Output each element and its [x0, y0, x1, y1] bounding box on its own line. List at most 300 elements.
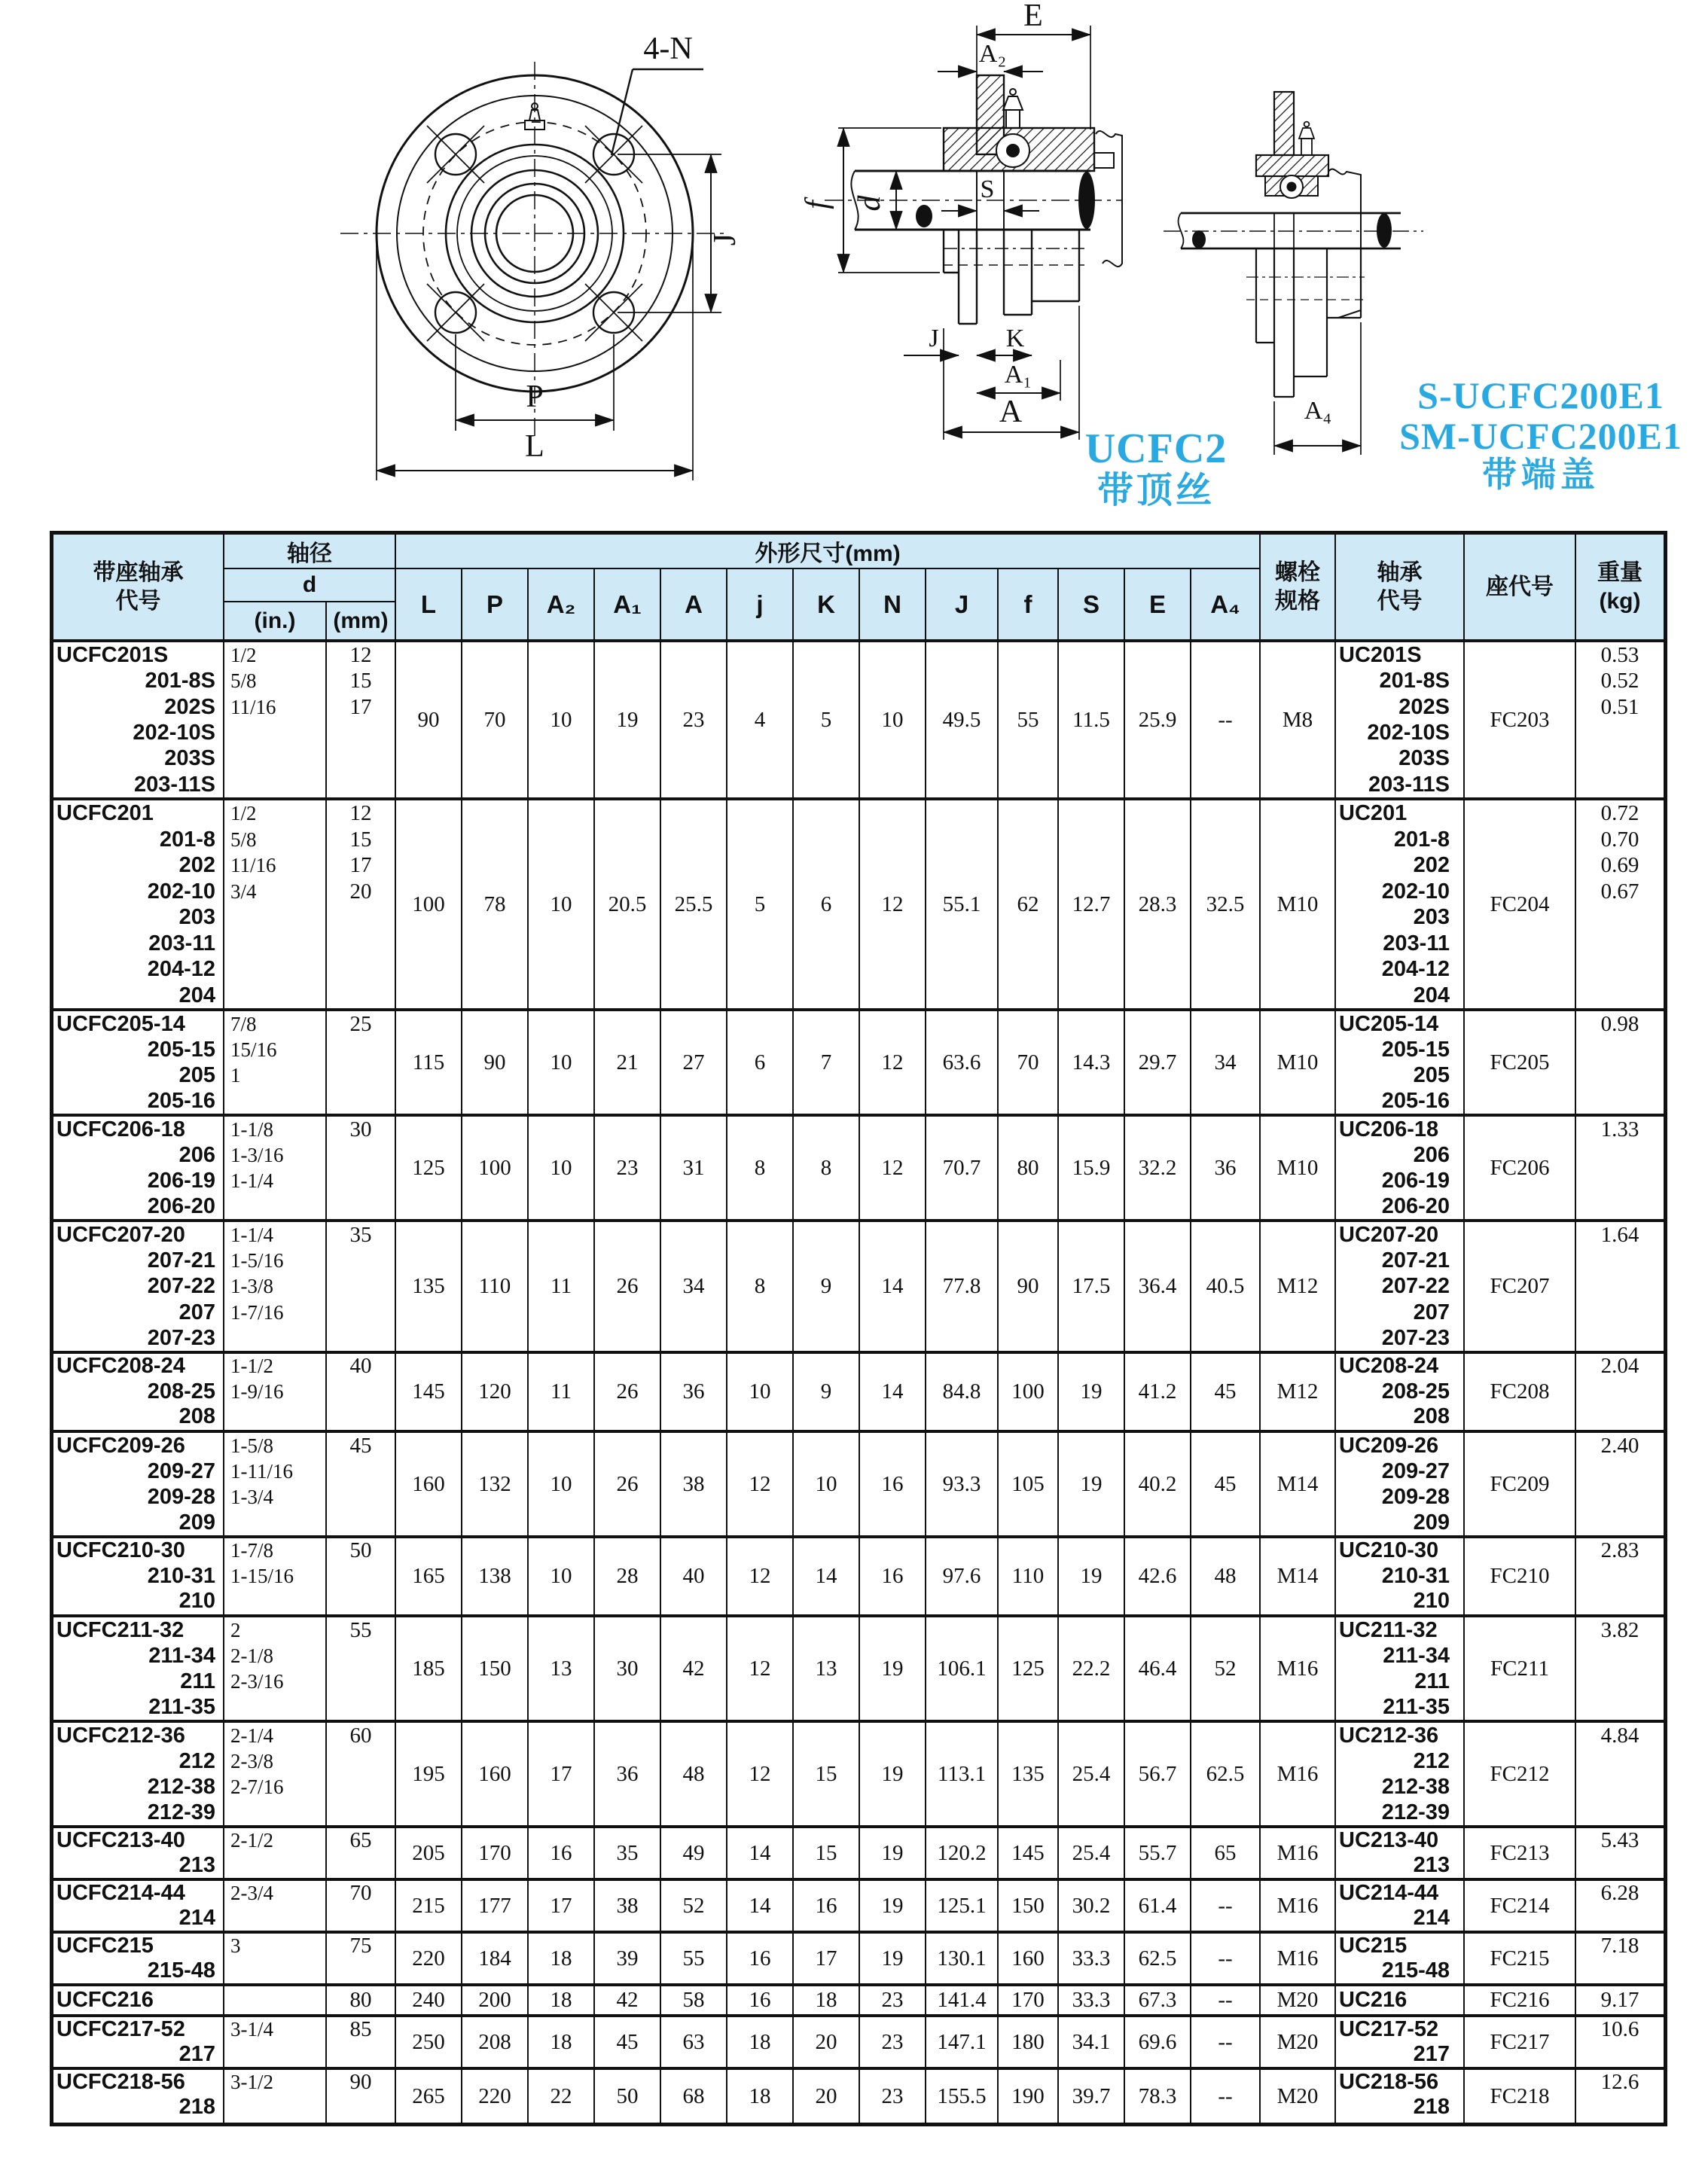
dim-f-cell: 135	[999, 1723, 1059, 1825]
cell-line: 2-3/16	[230, 1670, 284, 1693]
cell-line: 201-8	[1393, 827, 1450, 852]
dim-J-cell: 77.8	[926, 1222, 999, 1351]
dim-S-cell: 17.5	[1059, 1222, 1125, 1351]
cell-line: 1-9/16	[230, 1379, 284, 1403]
weight-cell	[1576, 1354, 1664, 1430]
header-dim-j: j	[727, 569, 794, 639]
dim-E-cell: 62.5	[1125, 1934, 1191, 1983]
cell-line: UC205-14	[1339, 1012, 1439, 1036]
cell-line: UC208-24	[1339, 1354, 1439, 1378]
housing-code-cell: FC206	[1465, 1117, 1576, 1219]
bolt-size-cell: M10	[1261, 1117, 1336, 1219]
header-weight	[1576, 535, 1664, 639]
cell-line: 4.84	[1600, 1724, 1639, 1748]
cell-line: 206-19	[147, 1169, 215, 1193]
dim-L-cell: 240	[396, 1986, 462, 2014]
cell-line: UCFC210-30	[56, 1538, 185, 1562]
dim-J-cell: 63.6	[926, 1011, 999, 1114]
dim-A-cell: 34	[661, 1222, 727, 1351]
dim-A₄-cell: 34	[1191, 1011, 1261, 1114]
unit-code-cell	[53, 1222, 224, 1351]
dim-P-cell: 100	[462, 1117, 529, 1219]
dimension-table	[50, 531, 1667, 2126]
dim-A-cell: 55	[661, 1934, 727, 1983]
dim-A₂-cell: 10	[529, 1433, 595, 1535]
dim-S-cell: 25.4	[1059, 1828, 1125, 1878]
dim-A₄-cell: 36	[1191, 1117, 1261, 1219]
dim-A₁-cell: 36	[595, 1723, 661, 1825]
dim-A₂-cell: 10	[529, 1538, 595, 1614]
dim-A-cell: 42	[661, 1617, 727, 1720]
dim-A-cell: 52	[661, 1881, 727, 1931]
bolt-size-cell: M8	[1261, 642, 1336, 797]
dim-K-cell: 16	[794, 1881, 860, 1931]
dim-J-cell: 155.5	[926, 2070, 999, 2123]
cell-line: 1-15/16	[230, 1564, 294, 1587]
dim-N-cell: 19	[860, 1828, 926, 1878]
dim-f-cell: 90	[999, 1222, 1059, 1351]
cell-line: 2-1/2	[230, 1829, 273, 1852]
dim-A-cell: 49	[661, 1828, 727, 1878]
dim-P-cell: 150	[462, 1617, 529, 1720]
dim-A₁-cell: 39	[595, 1934, 661, 1983]
shaft-dia-in-cell	[224, 2070, 327, 2123]
dim-E-cell: 36.4	[1125, 1222, 1191, 1351]
cell-line: 1-7/8	[230, 1539, 273, 1562]
caption-ucfc2	[1047, 426, 1265, 511]
cell-line: UC209-26	[1339, 1434, 1439, 1458]
dim-f-cell: 80	[999, 1117, 1059, 1219]
cell-line: 3-1/2	[230, 2071, 273, 2093]
header-dim-N: N	[860, 569, 926, 639]
housing-code-cell: FC212	[1465, 1723, 1576, 1825]
cell-line: 202-10	[1381, 879, 1450, 904]
dim-J-cell: 120.2	[926, 1828, 999, 1878]
table-row	[53, 1986, 1664, 2017]
bearing-code-cell	[1336, 1723, 1465, 1825]
dim-f-cell: 170	[999, 1986, 1059, 2014]
table-row	[53, 2017, 1664, 2070]
dim-P-cell: 170	[462, 1828, 529, 1878]
header-dim-A2: A₂	[529, 569, 595, 639]
bearing-code-cell	[1336, 642, 1465, 797]
dim-f-cell: 125	[999, 1617, 1059, 1720]
cell-line: 0.51	[1600, 694, 1639, 719]
housing-code-cell: FC217	[1465, 2017, 1576, 2067]
cell-line: 207-21	[147, 1248, 215, 1273]
dim-j-cell: 12	[727, 1433, 794, 1535]
bolt-size-cell: M10	[1261, 800, 1336, 1008]
dim-P-cell: 78	[462, 800, 529, 1008]
table-row	[53, 642, 1664, 800]
cell-line: 210-31	[147, 1563, 215, 1588]
dim-j-cell: 16	[727, 1986, 794, 2014]
cell-line: 205-15	[1381, 1038, 1450, 1062]
dim-A₄-cell: --	[1191, 1934, 1261, 1983]
dim-J-cell: 130.1	[926, 1934, 999, 1983]
cell-line: UCFC208-24	[56, 1354, 185, 1378]
dim-K-cell: 9	[794, 1222, 860, 1351]
table-row	[53, 1011, 1664, 1117]
dim-S-cell: 39.7	[1059, 2070, 1125, 2123]
dim-A₄-cell: --	[1191, 1986, 1261, 2014]
dim-N-cell: 19	[860, 1617, 926, 1720]
header-unit-code-line2: 代号	[115, 588, 161, 614]
dim-K-cell: 20	[794, 2070, 860, 2123]
housing-code-cell: FC210	[1465, 1538, 1576, 1614]
shaft-dia-mm-cell	[327, 1723, 396, 1825]
cell-line: 207-23	[1381, 1325, 1450, 1350]
dim-N-cell: 23	[860, 1986, 926, 2014]
shaft-dia-in-cell	[224, 1934, 327, 1983]
cell-line: 208-25	[147, 1379, 215, 1404]
cell-line: UCFC201S	[56, 643, 169, 667]
dim-J-cell: 113.1	[926, 1723, 999, 1825]
dim-L-cell: 265	[396, 2070, 462, 2123]
unit-code-cell	[53, 1881, 224, 1931]
dim-j-cell: 12	[727, 1723, 794, 1825]
caption-sm-series: SM-UCFC200E1	[1399, 415, 1682, 457]
cell-line: 3-1/4	[230, 2018, 273, 2041]
cell-line: 218	[1413, 2095, 1450, 2119]
caption-ucfc2-subtitle: 带顶丝	[1096, 471, 1215, 511]
unit-code-cell	[53, 1538, 224, 1614]
cell-line: 2-3/8	[230, 1750, 273, 1772]
section-a1-label: A₁	[1004, 361, 1032, 389]
dim-A₂-cell: 10	[529, 1011, 595, 1114]
cell-line: 206-19	[1381, 1169, 1450, 1193]
cell-line: 0.52	[1600, 669, 1639, 693]
dim-A₂-cell: 10	[529, 800, 595, 1008]
dim-L-cell: 90	[396, 642, 462, 797]
dim-A-cell: 48	[661, 1723, 727, 1825]
unit-code-cell	[53, 1433, 224, 1535]
dim-A₂-cell: 18	[529, 1986, 595, 2014]
cell-line: 0.67	[1600, 879, 1639, 904]
cell-line: 205	[1413, 1063, 1450, 1087]
dim-P-cell: 160	[462, 1723, 529, 1825]
cell-line: 2.40	[1600, 1434, 1639, 1458]
bearing-code-cell	[1336, 1433, 1465, 1535]
cell-line: 212-39	[147, 1800, 215, 1824]
header-dim-P: P	[462, 569, 529, 639]
dim-A₄-cell: --	[1191, 2070, 1261, 2123]
cell-line: 0.69	[1600, 853, 1639, 877]
cell-line: 217	[178, 2042, 215, 2066]
header-d: d	[224, 569, 396, 602]
shaft-dia-in-cell	[224, 1617, 327, 1720]
unit-code-cell	[53, 642, 224, 797]
header-bearing-line1: 轴承	[1377, 560, 1423, 585]
dim-K-cell: 6	[794, 800, 860, 1008]
dim-K-cell: 14	[794, 1538, 860, 1614]
unit-code-cell	[53, 1723, 224, 1825]
cell-line: 203	[1413, 905, 1450, 929]
dim-A₄-cell: 32.5	[1191, 800, 1261, 1008]
cell-line: 201-8S	[145, 669, 215, 693]
header-dim-K: K	[794, 569, 860, 639]
dim-f-cell: 150	[999, 1881, 1059, 1931]
cell-line: UCFC207-20	[56, 1223, 185, 1247]
dim-E-cell: 32.2	[1125, 1117, 1191, 1219]
dim-S-cell: 22.2	[1059, 1617, 1125, 1720]
unit-code-cell	[53, 1617, 224, 1720]
bearing-code-cell	[1336, 800, 1465, 1008]
header-mm-unit: (mm)	[327, 602, 396, 639]
cell-line: 209-28	[147, 1485, 215, 1509]
dim-K-cell: 15	[794, 1723, 860, 1825]
cell-line: 209	[178, 1510, 215, 1535]
housing-code-cell: FC205	[1465, 1011, 1576, 1114]
dim-A₄-cell: 40.5	[1191, 1222, 1261, 1351]
section-s-label: S	[980, 175, 995, 203]
dim-j-cell: 10	[727, 1354, 794, 1430]
table-row	[53, 1433, 1664, 1538]
cell-line: 205-16	[147, 1089, 215, 1113]
header-bolt	[1261, 535, 1336, 639]
dim-P-cell: 110	[462, 1222, 529, 1351]
dim-A₂-cell: 10	[529, 1117, 595, 1219]
dim-A₄-cell: --	[1191, 642, 1261, 797]
cell-line: UC212-36	[1339, 1724, 1439, 1748]
cell-line: 2-1/8	[230, 1644, 273, 1667]
dim-f-cell: 145	[999, 1828, 1059, 1878]
cell-line: 50	[349, 1538, 372, 1562]
cell-line: 1-1/2	[230, 1355, 273, 1377]
table-row	[53, 2070, 1664, 2123]
table-row	[53, 1881, 1664, 1934]
dim-K-cell: 15	[794, 1828, 860, 1878]
unit-code-cell	[53, 800, 224, 1008]
dim-L-cell: 195	[396, 1723, 462, 1825]
cell-line: 203-11S	[1368, 772, 1450, 797]
dim-A-cell: 31	[661, 1117, 727, 1219]
dim-P-cell: 132	[462, 1433, 529, 1535]
front-l-label: L	[525, 429, 544, 464]
cell-line: UCFC218-56	[56, 2070, 185, 2094]
front-j-label: J	[708, 233, 743, 246]
header-housing: 座代号	[1465, 535, 1576, 639]
dim-K-cell: 8	[794, 1117, 860, 1219]
cell-line: 218	[178, 2095, 215, 2119]
cell-line: 211	[1414, 1669, 1450, 1693]
cell-line: 203	[178, 905, 215, 929]
cell-line: 15	[349, 827, 372, 852]
header-dim-J: J	[926, 569, 999, 639]
table-row	[53, 1538, 1664, 1617]
dim-L-cell: 100	[396, 800, 462, 1008]
dim-L-cell: 135	[396, 1222, 462, 1351]
header-dims-title: 外形尺寸(mm)	[396, 535, 1261, 569]
cell-line: 75	[349, 1934, 372, 1958]
header-bolt-line1: 螺栓	[1275, 560, 1320, 585]
cell-line: UCFC201	[56, 801, 154, 825]
dim-j-cell: 5	[727, 800, 794, 1008]
dim-A-cell: 63	[661, 2017, 727, 2067]
shaft-dia-mm-cell	[327, 1617, 396, 1720]
dim-A₄-cell: 45	[1191, 1354, 1261, 1430]
cell-line: 1-3/8	[230, 1275, 273, 1298]
cell-line: 2-3/4	[230, 1882, 273, 1904]
cell-line: UC206-18	[1339, 1117, 1439, 1141]
section-k-label: K	[1005, 325, 1025, 352]
weight-cell	[1576, 800, 1664, 1008]
cell-line: 211-35	[1383, 1695, 1450, 1719]
dim-S-cell: 12.7	[1059, 800, 1125, 1008]
dim-S-cell: 15.9	[1059, 1117, 1125, 1219]
cell-line: UCFC205-14	[56, 1012, 185, 1036]
dim-K-cell: 7	[794, 1011, 860, 1114]
dim-A-cell: 23	[661, 642, 727, 797]
caption-endcap-note: 带端盖	[1482, 456, 1600, 494]
dim-N-cell: 14	[860, 1222, 926, 1351]
dim-A₁-cell: 50	[595, 2070, 661, 2123]
dim-A₂-cell: 18	[529, 1934, 595, 1983]
housing-code-cell: FC203	[1465, 642, 1576, 797]
dim-A-cell: 38	[661, 1433, 727, 1535]
section-view-drawing	[800, 0, 1122, 440]
dim-E-cell: 46.4	[1125, 1617, 1191, 1720]
dim-J-cell: 97.6	[926, 1538, 999, 1614]
shaft-dia-in-cell	[224, 1881, 327, 1931]
dim-A₁-cell: 28	[595, 1538, 661, 1614]
weight-cell	[1576, 1617, 1664, 1720]
header-bolt-line2: 规格	[1275, 588, 1320, 614]
header-bearing-line2: 代号	[1377, 588, 1423, 614]
dim-A₄-cell: 45	[1191, 1433, 1261, 1535]
bearing-code-cell	[1336, 2070, 1465, 2123]
dim-j-cell: 8	[727, 1117, 794, 1219]
dim-L-cell: 145	[396, 1354, 462, 1430]
dim-A₄-cell: 48	[1191, 1538, 1261, 1614]
cell-line: 2.83	[1600, 1538, 1639, 1562]
cell-line: 1/2	[230, 644, 257, 666]
cell-line: 207	[178, 1300, 215, 1324]
dim-A₁-cell: 45	[595, 2017, 661, 2067]
housing-code-cell: FC218	[1465, 2070, 1576, 2123]
cell-line: 207	[1413, 1300, 1450, 1324]
header-dim-A4: A₄	[1191, 569, 1261, 639]
weight-cell	[1576, 2017, 1664, 2067]
dim-S-cell: 33.3	[1059, 1986, 1125, 2014]
unit-code-cell	[53, 2017, 224, 2067]
cell-line: 209-27	[1381, 1459, 1450, 1483]
cell-line: 1-1/8	[230, 1118, 273, 1141]
cell-line: 207-21	[1381, 1248, 1450, 1273]
dim-L-cell: 185	[396, 1617, 462, 1720]
weight-cell	[1576, 1881, 1664, 1931]
dim-A₄-cell: 52	[1191, 1617, 1261, 1720]
header-weight-line2: (kg)	[1599, 588, 1641, 614]
dim-J-cell: 70.7	[926, 1117, 999, 1219]
dim-E-cell: 67.3	[1125, 1986, 1191, 2014]
dim-j-cell: 4	[727, 642, 794, 797]
dim-E-cell: 41.2	[1125, 1354, 1191, 1430]
dim-L-cell: 215	[396, 1881, 462, 1931]
dim-j-cell: 12	[727, 1617, 794, 1720]
dim-K-cell: 20	[794, 2017, 860, 2067]
dim-A-cell: 36	[661, 1354, 727, 1430]
section-j-label: J	[929, 325, 939, 352]
cell-line: 1-7/16	[230, 1300, 284, 1324]
cell-line: UC201S	[1339, 643, 1422, 667]
cell-line: 208	[1413, 1404, 1450, 1429]
header-dim-A: A	[661, 569, 727, 639]
table-row	[53, 1934, 1664, 1986]
dim-P-cell: 184	[462, 1934, 529, 1983]
housing-code-cell: FC216	[1465, 1986, 1576, 2014]
cell-line: 212-38	[147, 1775, 215, 1799]
dim-A₂-cell: 17	[529, 1881, 595, 1931]
weight-cell	[1576, 1222, 1664, 1351]
bearing-code-cell	[1336, 1986, 1465, 2014]
dim-A₁-cell: 38	[595, 1881, 661, 1931]
dim-A-cell: 58	[661, 1986, 727, 2014]
section-e-label: E	[1023, 0, 1043, 33]
dim-N-cell: 23	[860, 2070, 926, 2123]
dim-f-cell: 100	[999, 1354, 1059, 1430]
dim-E-cell: 78.3	[1125, 2070, 1191, 2123]
cell-line: 10.6	[1600, 2017, 1639, 2041]
housing-code-cell: FC208	[1465, 1354, 1576, 1430]
header-shaft-dia: 轴径	[224, 535, 396, 569]
shaft-dia-in-cell	[224, 800, 327, 1008]
unit-code-cell	[53, 1011, 224, 1114]
dim-L-cell: 165	[396, 1538, 462, 1614]
bolt-size-cell: M12	[1261, 1222, 1336, 1351]
cell-line: 17	[349, 853, 372, 877]
cell-line: 1.64	[1600, 1223, 1639, 1247]
cell-line: 214	[1413, 1906, 1450, 1930]
dim-f-cell: 62	[999, 800, 1059, 1008]
cell-line: UCFC214-44	[56, 1881, 185, 1905]
bolt-size-cell: M20	[1261, 1986, 1336, 2014]
dim-K-cell: 9	[794, 1354, 860, 1430]
cell-line: 0.70	[1600, 827, 1639, 852]
cell-line: UC210-30	[1339, 1538, 1439, 1562]
bolt-size-cell: M14	[1261, 1538, 1336, 1614]
cell-line: 35	[349, 1223, 372, 1247]
shaft-dia-in-cell	[224, 642, 327, 797]
cell-line: 209-28	[1381, 1485, 1450, 1509]
cell-line: 0.98	[1600, 1012, 1639, 1036]
cell-line: 212	[178, 1749, 215, 1773]
dim-J-cell: 147.1	[926, 2017, 999, 2067]
housing-code-cell: FC207	[1465, 1222, 1576, 1351]
cell-line: UCFC212-36	[56, 1724, 185, 1748]
header-dim-A1: A₁	[595, 569, 661, 639]
dim-f-cell: 190	[999, 2070, 1059, 2123]
cell-line: 1-5/16	[230, 1249, 284, 1273]
dim-P-cell: 220	[462, 2070, 529, 2123]
shaft-dia-mm-cell	[327, 1222, 396, 1351]
shaft-dia-in-cell	[224, 1354, 327, 1430]
dim-f-cell: 180	[999, 2017, 1059, 2067]
front-bolt-note-label: 4-N	[643, 32, 693, 66]
cell-line: 203-11	[1383, 931, 1450, 956]
dim-A-cell: 68	[661, 2070, 727, 2123]
bolt-size-cell: M16	[1261, 1934, 1336, 1983]
cell-line: UC207-20	[1339, 1223, 1439, 1247]
weight-cell	[1576, 1011, 1664, 1114]
dim-A₁-cell: 20.5	[595, 800, 661, 1008]
cell-line: 11/16	[230, 695, 276, 718]
dim-S-cell: 19	[1059, 1538, 1125, 1614]
cell-line: 202	[178, 853, 215, 877]
cell-line: 213	[178, 1853, 215, 1877]
cell-line: 207-22	[1381, 1274, 1450, 1299]
cell-line: 90	[349, 2070, 372, 2094]
